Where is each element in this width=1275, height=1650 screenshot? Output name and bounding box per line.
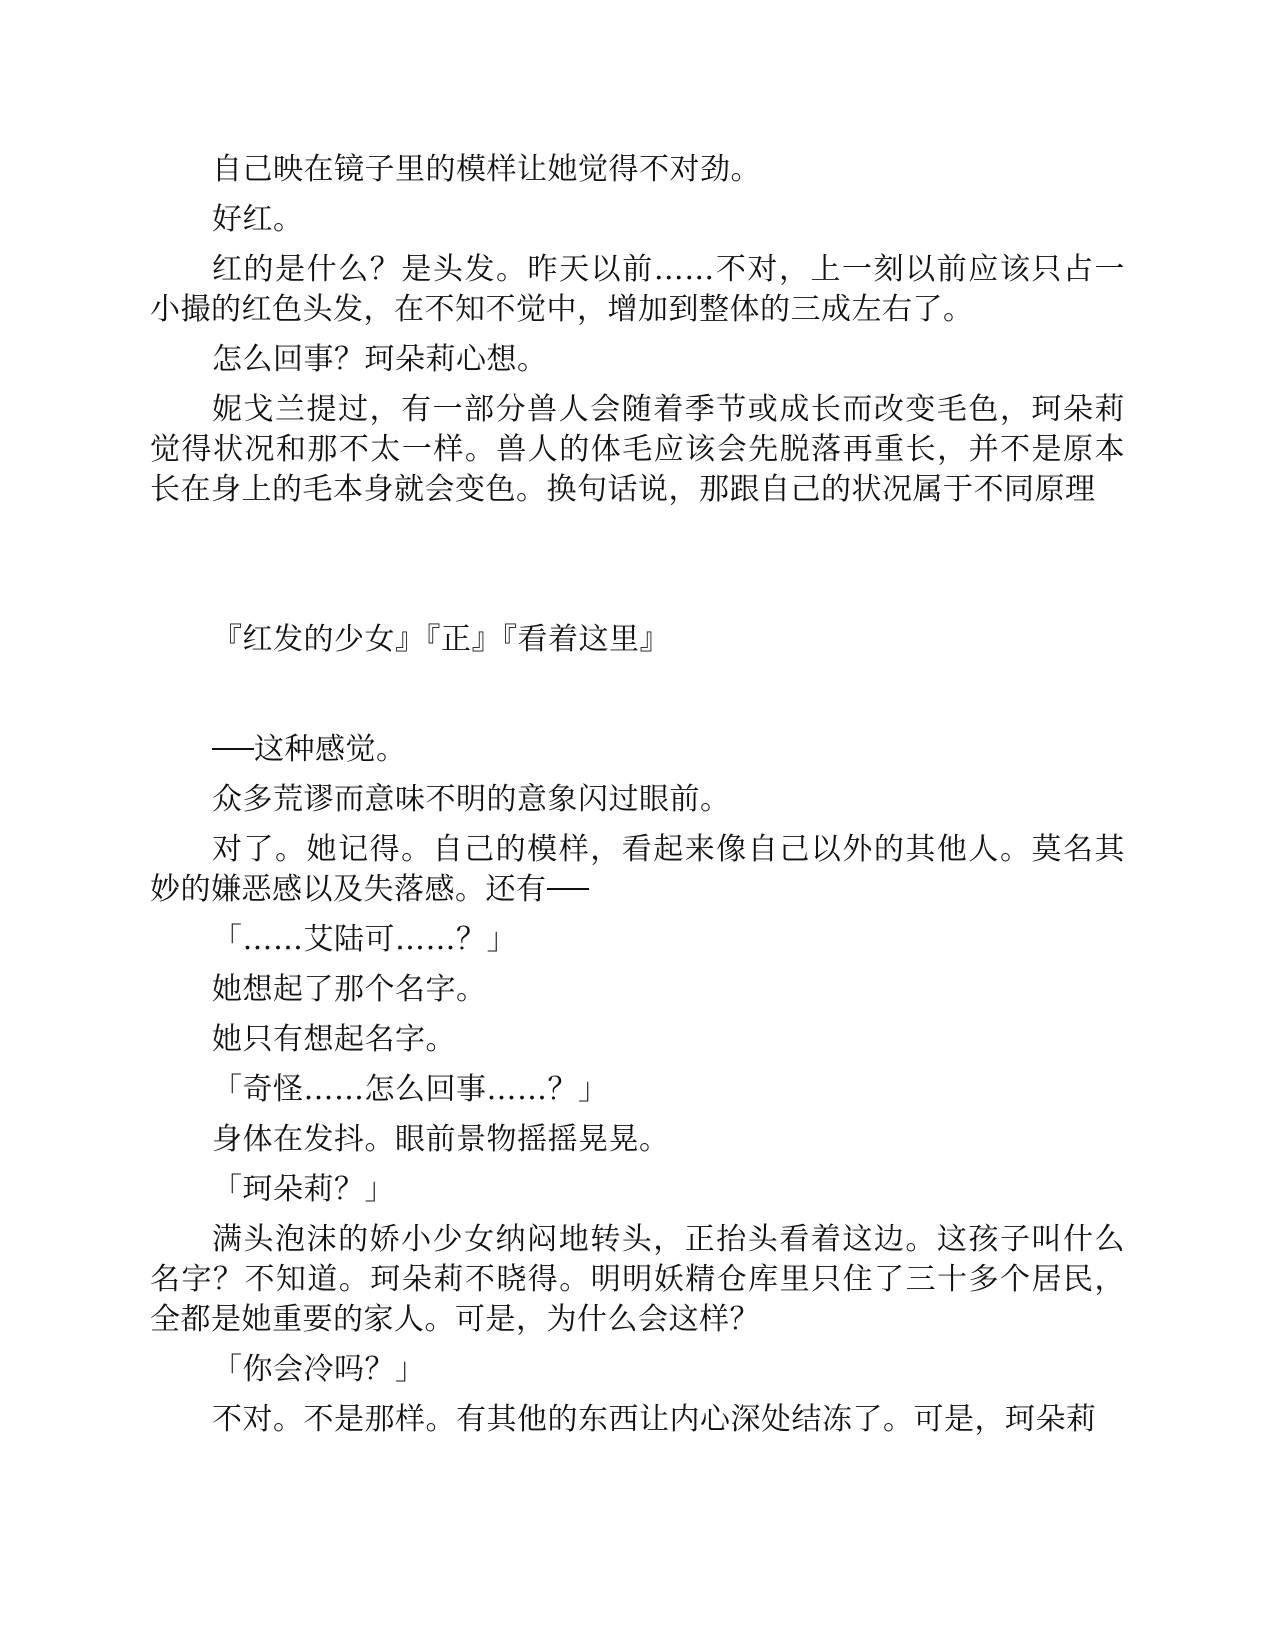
paragraph-text: 「珂朵莉？」	[212, 1172, 395, 1207]
document-page	[150, 150, 1125, 1550]
em-dash	[212, 748, 254, 750]
paragraph-text: 这种感觉。	[254, 732, 407, 767]
paragraph-text: 身体在发抖。眼前景物摇摇晃晃。	[212, 1122, 670, 1157]
paragraph-shaking	[150, 1120, 1125, 1160]
paragraph-nygglatho	[150, 390, 1125, 550]
paragraph-strange	[150, 1070, 1125, 1110]
paragraph-mirror	[150, 150, 1125, 190]
paragraph-cold	[150, 1350, 1125, 1390]
paragraph-what-happened	[150, 340, 1125, 380]
paragraph-girl	[150, 1220, 1125, 1340]
paragraph-text: 妮戈兰提过，有一部分兽人会随着季节或成长而改变毛色，珂朵莉觉得状况和那不太一样。兽人的体毛应该会先脱落再重长，并不是原本长在身上的毛本身就会变色。换句话说，那跟自己的状况属于不同原理	[150, 392, 1125, 507]
paragraph-text: 她想起了那个名字。	[212, 972, 487, 1007]
paragraph-text: 对了。她记得。自己的模样，看起来像自己以外的其他人。莫名其妙的嫌恶感以及失落感。还有	[150, 832, 1125, 907]
paragraph-name	[150, 970, 1125, 1010]
paragraph-ebon	[150, 920, 1125, 960]
section-gap	[150, 660, 1125, 720]
paragraph-text: 不对。不是那样。有其他的东西让内心深处结冻了。可是，珂朵莉	[212, 1402, 1097, 1437]
paragraph-text: 满头泡沫的娇小少女纳闷地转头，正抬头看着这边。这孩子叫什么名字？不知道。珂朵莉不晓得。明明妖精仓库里只住了三十多个居民，全都是她重要的家人。可是，为什么会这样？	[150, 1222, 1125, 1337]
paragraph-text: 「……艾陆可……？」	[212, 922, 517, 957]
paragraph-images	[150, 780, 1125, 820]
paragraph-vision-quote	[150, 620, 1125, 660]
paragraph-remembered	[150, 830, 1125, 910]
paragraph-text: 『红发的少女』『正』『看着这里』	[212, 622, 670, 657]
paragraph-red-hair	[150, 250, 1125, 330]
section-gap	[150, 550, 1125, 610]
em-dash	[547, 888, 589, 890]
paragraph-this-feeling	[150, 730, 1125, 770]
paragraph-text: 好红。	[212, 202, 304, 237]
paragraph-text: 「你会冷吗？」	[212, 1352, 426, 1387]
paragraph-text: 自己映在镜子里的模样让她觉得不对劲。	[212, 152, 761, 187]
paragraph-text: 她只有想起名字。	[212, 1022, 456, 1057]
paragraph-kutori	[150, 1170, 1125, 1210]
paragraph-text: 红的是什么？是头发。昨天以前……不对，上一刻以前应该只占一小撮的红色头发，在不知不觉中，增加到整体的三成左右了。	[150, 252, 1125, 327]
paragraph-text: 众多荒谬而意味不明的意象闪过眼前。	[212, 782, 731, 817]
paragraph-text: 「奇怪……怎么回事……？」	[212, 1072, 609, 1107]
paragraph-so-red	[150, 200, 1125, 240]
paragraph-not-that	[150, 1400, 1125, 1440]
paragraph-only-name	[150, 1020, 1125, 1060]
paragraph-text: 怎么回事？珂朵莉心想。	[212, 342, 548, 377]
